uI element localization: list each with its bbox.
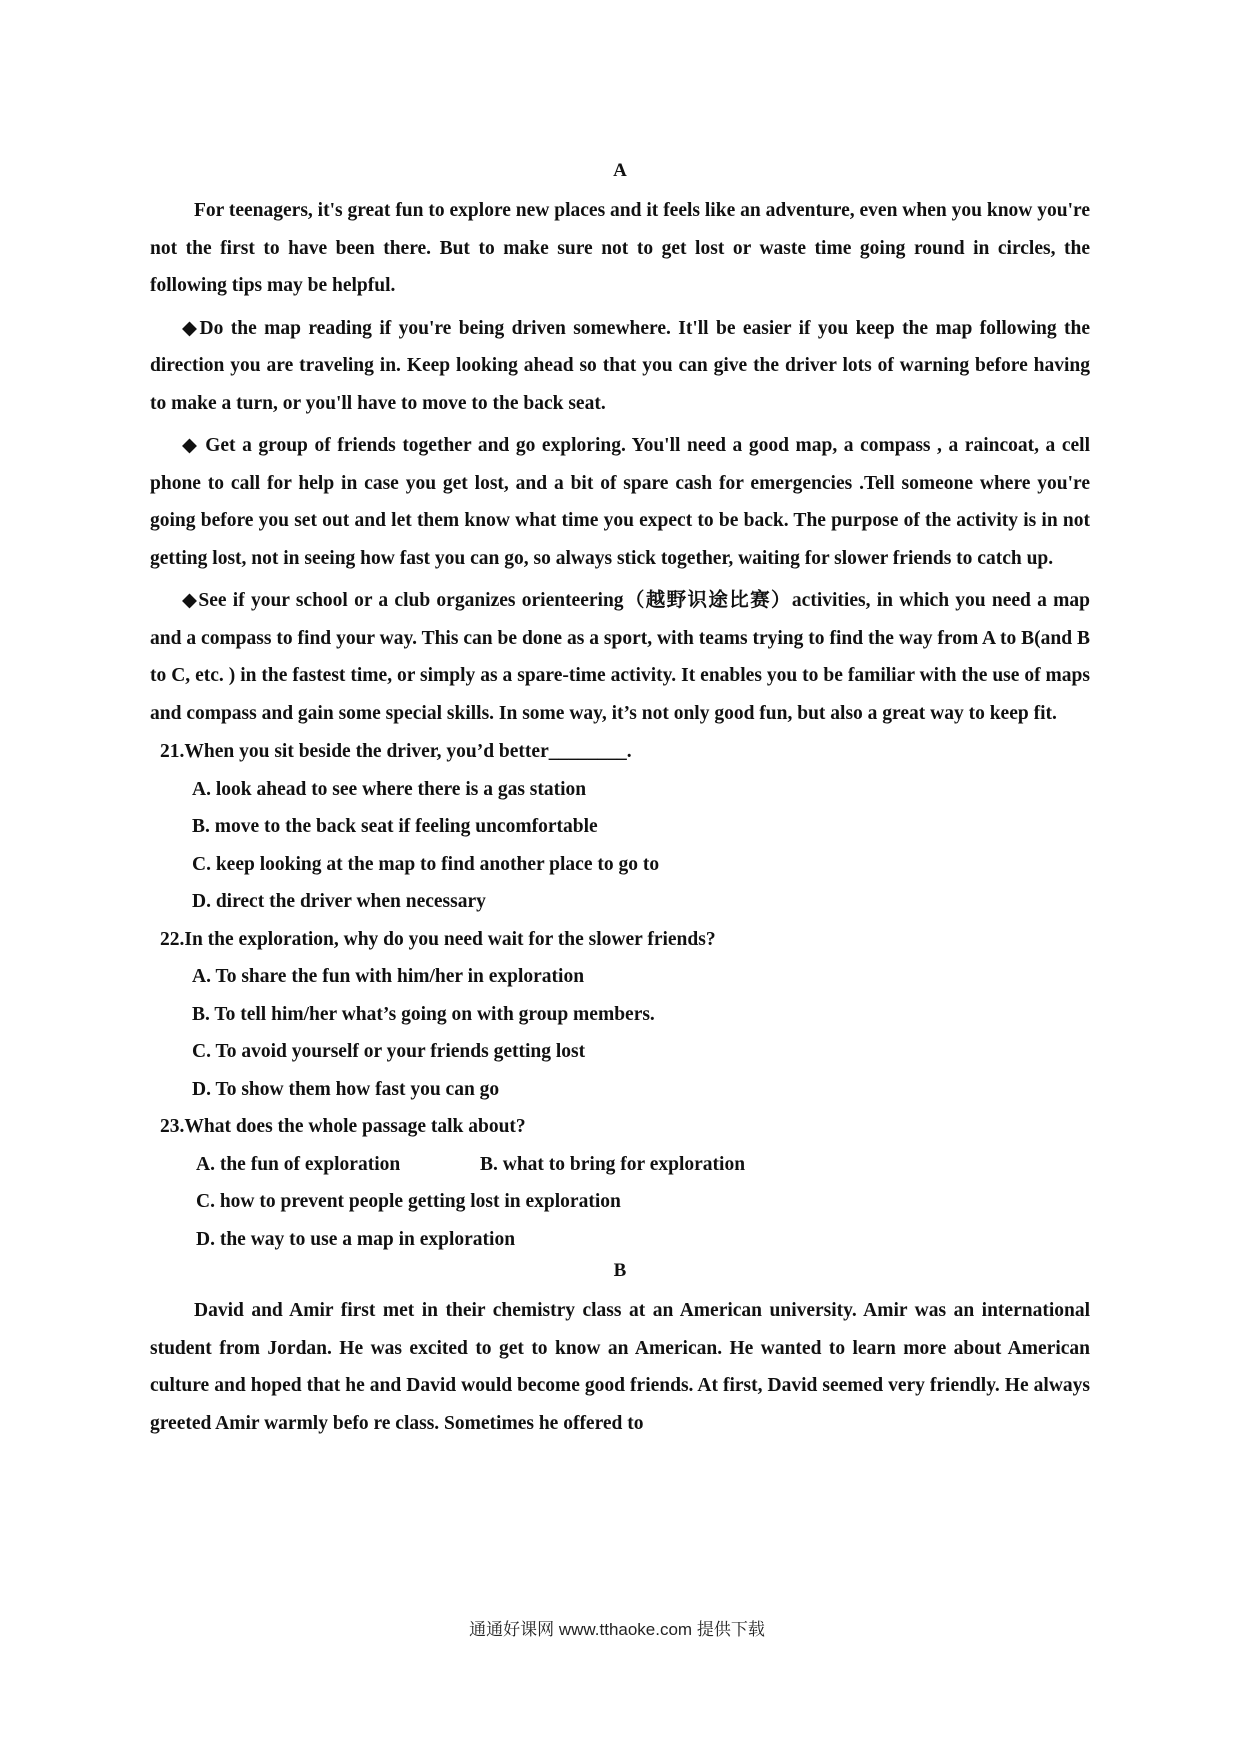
answer-option: D. the way to use a map in exploration	[196, 1228, 516, 1250]
answer-option: C. To avoid yourself or your friends getting lost	[192, 1041, 586, 1062]
question-stem: 23.What does the whole passage talk about?	[160, 1116, 526, 1137]
footer-source: 通通好课网 www.tthaoke.com 提供下载	[469, 1620, 765, 1639]
answer-option: D. To show them how fast you can go	[192, 1078, 500, 1100]
question-list	[150, 733, 1090, 1258]
tip-paragraph: ◆Do the map reading if you're being driven somewhere. It'll be easier if you keep the map following the direction you are traveling in. Keep looking ahead so that you can give the driver lots of warning before having to make a turn, or you'll have to move to the back seat.	[150, 317, 1090, 414]
tip-paragraph: ◆ Get a group of friends together and go exploring. You'll need a good map, a compass , a raincoat, a cell phone to call for help in case you get lost, and a bit of spare cash for emergencies .Tell someone where you're going before you set out and let them know what time you expect to be back. The purpose of the activity is in not getting lost, not in seeing how fast you can go, so always stick together, waiting for slower friends to catch up.	[150, 435, 1090, 569]
exam-page	[150, 160, 1090, 1447]
answer-option: B. To tell him/her what’s going on with group members.	[192, 1003, 655, 1025]
answer-option: C. keep looking at the map to find another place to go to	[192, 853, 660, 875]
section-b-intro: David and Amir first met in their chemistry class at an American university. Amir was an international student from Jordan. He was excited to get to know an American. He wanted to learn more about American culture and hoped that he and David would become good friends. At first, David seemed very friendly. He always greeted Amir warmly befo re class. Sometimes he offered to	[150, 1300, 1090, 1434]
tip-paragraph: ◆See if your school or a club organizes orienteering（越野识途比赛）activities, in which you need a map and a compass to find your way. This can be done as a sport, with teams trying to find the way from A to B(and B to C, etc. ) in the fastest time, or simply as a spare-time activity. It enables you to be familiar with the use of maps and compass and gain some special skills. In some way, it’s not only good fun, but also a great way to keep fit.	[150, 590, 1090, 724]
answer-option: B. what to bring for exploration	[480, 1153, 746, 1175]
section-b-title: B	[613, 1260, 627, 1281]
answer-option: D. direct the driver when necessary	[192, 891, 486, 912]
answer-option: A. the fun of exploration	[196, 1153, 401, 1175]
answer-option: A. To share the fun with him/her in exploration	[192, 966, 585, 987]
section-a-title: A	[613, 160, 627, 181]
answer-option: C. how to prevent people getting lost in exploration	[196, 1191, 621, 1212]
question-stem: 21.When you sit beside the driver, you’d better________.	[160, 741, 632, 762]
answer-option: B. move to the back seat if feeling uncomfortable	[192, 816, 598, 837]
answer-option-row	[196, 1146, 1090, 1184]
section-a-intro: For teenagers, it's great fun to explore new places and it feels like an adventure, even when you know you're not the first to have been there. But to make sure not to get lost or waste time going round in circles, the following tips may be helpful.	[150, 200, 1090, 296]
answer-option: A. look ahead to see where there is a gas station	[192, 778, 587, 800]
question-stem: 22.In the exploration, why do you need wait for the slower friends?	[160, 928, 716, 950]
